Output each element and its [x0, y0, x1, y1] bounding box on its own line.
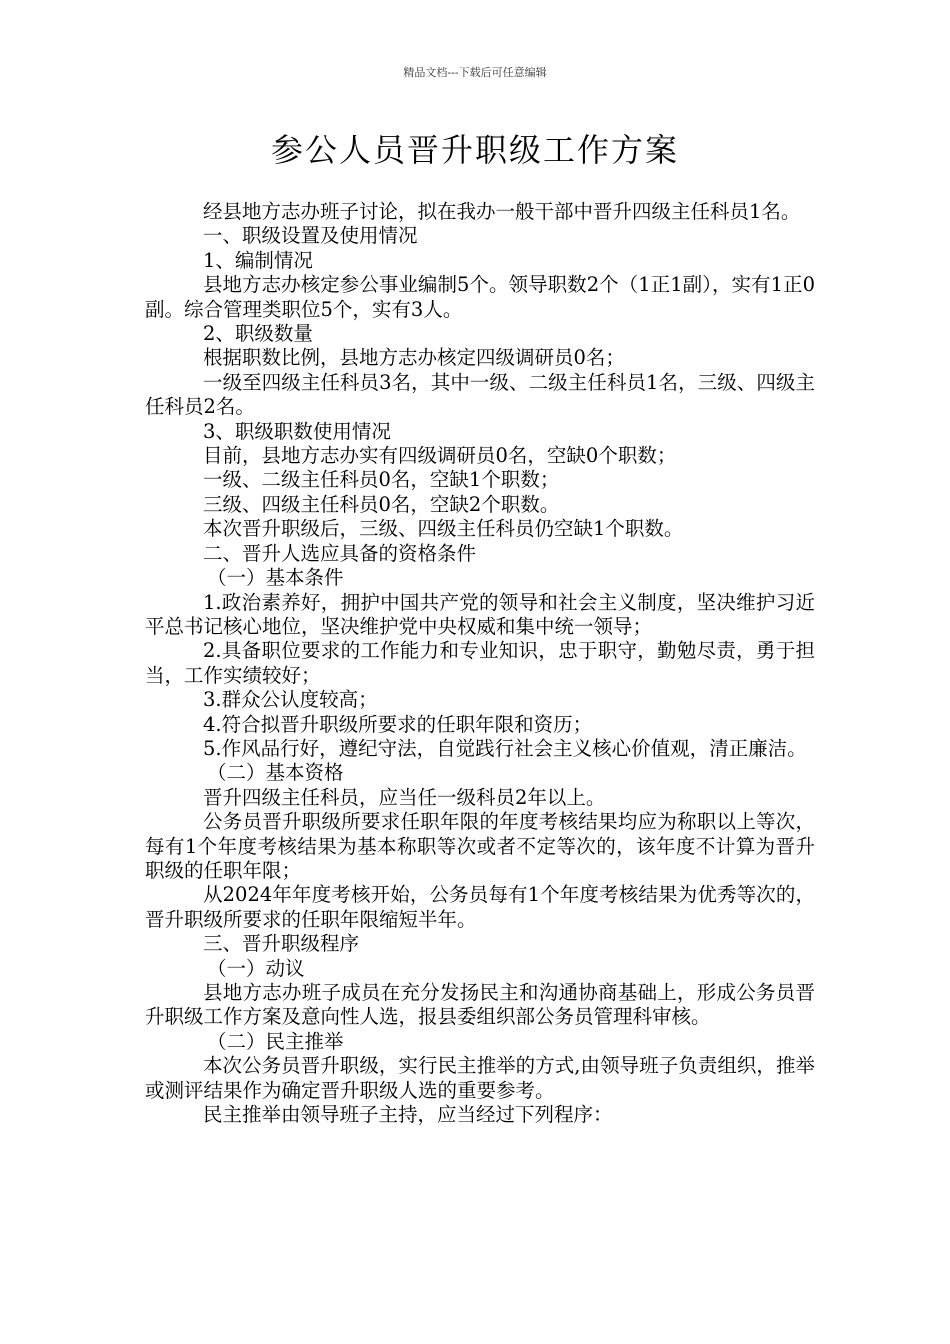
paragraph-condition-5: 5.作风品行好，遵纪守法，自觉践行社会主义核心价值观，清正廉洁。 — [203, 736, 807, 760]
subheading-staffing: 1、编制情况 — [203, 248, 313, 272]
paragraph-condition-3: 3.群众公认度较高； — [203, 688, 378, 712]
paragraph-condition-1: 1.政治素养好，拥护中国共产党的领导和社会主义制度，坚决维护习近平总书记核心地位，坚决维护党中央权威和集中统一领导； — [145, 590, 815, 638]
subheading-basic-qualifications: （二）基本资格 — [207, 761, 344, 785]
subheading-basic-conditions: （一）基本条件 — [207, 566, 344, 590]
paragraph-qualification-2: 公务员晋升职级所要求任职年限的年度考核结果均应为称职以上等次，每有1个年度考核结果为基本称职等次或者不定等次的，该年度不计算为晋升职级的任职年限； — [145, 810, 815, 882]
paragraph-rank-count-1: 根据职数比例，县地方志办核定四级调研员0名； — [203, 346, 625, 370]
subheading-rank-count: 2、职级数量 — [203, 322, 313, 346]
heading-section-1: 一、职级设置及使用情况 — [203, 224, 418, 248]
paragraph-rank-usage-1: 目前，县地方志办实有四级调研员0名，空缺0个职数； — [203, 444, 677, 468]
paragraph-condition-2: 2.具备职位要求的工作能力和专业知识，忠于职守，勤勉尽责，勇于担当，工作实绩较好； — [145, 639, 815, 687]
paragraph-rank-usage-2: 一级、二级主任科员0名，空缺1个职数； — [203, 468, 560, 492]
paragraph-intro: 经县地方志办班子讨论，拟在我办一般干部中晋升四级主任科员1名。 — [203, 200, 801, 223]
document-body — [145, 200, 815, 1127]
paragraph-rank-usage-4: 本次晋升职级后，三级、四级主任科员仍空缺1个职数。 — [203, 517, 684, 541]
paragraph-recommendation-2: 民主推举由领导班子主持，应当经过下列程序： — [203, 1103, 613, 1127]
paragraph-recommendation-1: 本次公务员晋升职级，实行民主推举的方式,由领导班子负责组织，推举或测评结果作为确定晋升职级人选的重要参考。 — [145, 1054, 815, 1102]
subheading-rank-usage: 3、职级职数使用情况 — [203, 419, 391, 443]
paragraph-motion: 县地方志办班子成员在充分发扬民主和沟通协商基础上，形成公务员晋升职级工作方案及意向性人选，报县委组织部公务员管理科审核。 — [145, 981, 815, 1029]
paragraph-staffing: 县地方志办核定参公事业编制5个。领导职数2个（1正1副），实有1正0副。综合管理类职位5个，实有3人。 — [145, 273, 815, 321]
paragraph-qualification-1: 晋升四级主任科员，应当任一级科员2年以上。 — [203, 785, 606, 809]
heading-section-2: 二、晋升人选应具备的资格条件 — [203, 541, 477, 565]
paragraph-condition-4: 4.符合拟晋升职级所要求的任职年限和资历； — [203, 712, 593, 736]
subheading-democratic-recommendation: （二）民主推举 — [207, 1029, 344, 1053]
paragraph-rank-usage-3: 三级、四级主任科员0名，空缺2个职数。 — [203, 492, 560, 516]
paragraph-rank-count-2: 一级至四级主任科员3名，其中一级、二级主任科员1名，三级、四级主任科员2名。 — [145, 370, 815, 419]
header-note: 精品文档---下载后可任意编辑 — [403, 66, 547, 79]
paragraph-qualification-3: 从2024年年度考核开始，公务员每有1个年度考核结果为优秀等次的，晋升职级所要求的任职年限缩短半年。 — [145, 883, 815, 931]
document-title: 参公人员晋升职级工作方案 — [270, 131, 679, 169]
heading-section-3: 三、晋升职级程序 — [203, 932, 360, 956]
subheading-motion: （一）动议 — [207, 956, 305, 980]
